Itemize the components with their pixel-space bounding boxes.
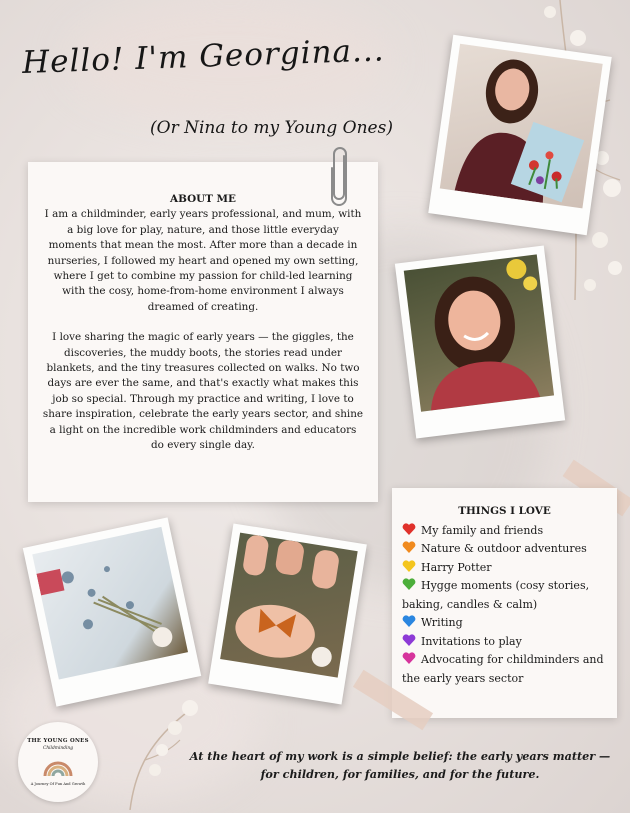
list-item bbox=[402, 540, 607, 559]
love-item-text: Hygge moments (cosy stories, baking, candles & calm) bbox=[402, 579, 590, 611]
logo-tagline: A Journey Of Fun And Growth bbox=[30, 782, 86, 786]
logo-title: THE YOUNG ONES bbox=[27, 738, 89, 744]
list-item bbox=[402, 559, 607, 578]
photo-holding-painting bbox=[428, 35, 611, 236]
things-i-love-heading: THINGS I LOVE bbox=[458, 505, 551, 517]
logo-subtitle: Childminding bbox=[42, 746, 74, 751]
about-paragraph-1: I am a childminder, early years professional, and mum, with a big love for play, nature, and those little everyday moments that mean the most. After more than a decade in nurseries, I followed my heart and opened my own setting, where I get to combine my passion for child-led learning with the cosy, home-from-home environment I always dreamed of creating. bbox=[44, 208, 362, 313]
list-item bbox=[402, 577, 607, 614]
love-item-text: Invitations to play bbox=[421, 634, 522, 648]
things-i-love-card bbox=[392, 488, 617, 718]
list-item bbox=[402, 651, 607, 688]
red-heart-icon bbox=[402, 523, 416, 535]
pink-heart-icon bbox=[402, 652, 416, 664]
about-paragraph-2: I love sharing the magic of early years — the giggles, the discoveries, the muddy boots, the stories read under blankets, and the tiny treasures collected on walks. No two days are ever the same, and that's exactly what makes this job so special. Through my practice and writing, I love to share inspiration, celebrate the early years sector, and shine a light on the incredible work childminders and educators do every single day. bbox=[42, 331, 364, 452]
blue-heart-icon bbox=[402, 615, 416, 627]
love-item-text: My family and friends bbox=[421, 523, 544, 537]
closing-statement bbox=[180, 748, 620, 783]
love-item-text: Harry Potter bbox=[421, 560, 492, 574]
nickname-subtitle: (Or Nina to my Young Ones) bbox=[150, 118, 393, 138]
closing-line-1: At the heart of my work is a simple belief: the early years matter — bbox=[189, 749, 611, 763]
love-item-text: Nature & outdoor adventures bbox=[421, 542, 587, 555]
list-item bbox=[402, 522, 607, 541]
things-i-love-list bbox=[402, 522, 607, 689]
about-me-heading: ABOUT ME bbox=[170, 193, 236, 205]
list-item bbox=[402, 614, 607, 633]
photo-butterfly-hands bbox=[208, 523, 367, 704]
orange-heart-icon bbox=[402, 541, 416, 553]
purple-heart-icon bbox=[402, 634, 416, 646]
about-me-card bbox=[28, 162, 378, 502]
list-item bbox=[402, 633, 607, 652]
love-item-text: Advocating for childminders and the early years sector bbox=[402, 653, 604, 685]
greeting-title: Hello! I'm Georgina... bbox=[21, 32, 386, 81]
closing-line-2: for children, for families, and for the future. bbox=[260, 766, 540, 781]
photo-grass-painting bbox=[23, 517, 201, 706]
rainbow-icon bbox=[43, 754, 73, 776]
yellow-heart-icon bbox=[402, 560, 416, 572]
the-young-ones-logo bbox=[18, 722, 98, 802]
paperclip-icon bbox=[330, 146, 350, 208]
love-item-text: Writing bbox=[421, 616, 463, 629]
green-heart-icon bbox=[402, 578, 416, 590]
photo-smiling-selfie bbox=[395, 246, 565, 439]
